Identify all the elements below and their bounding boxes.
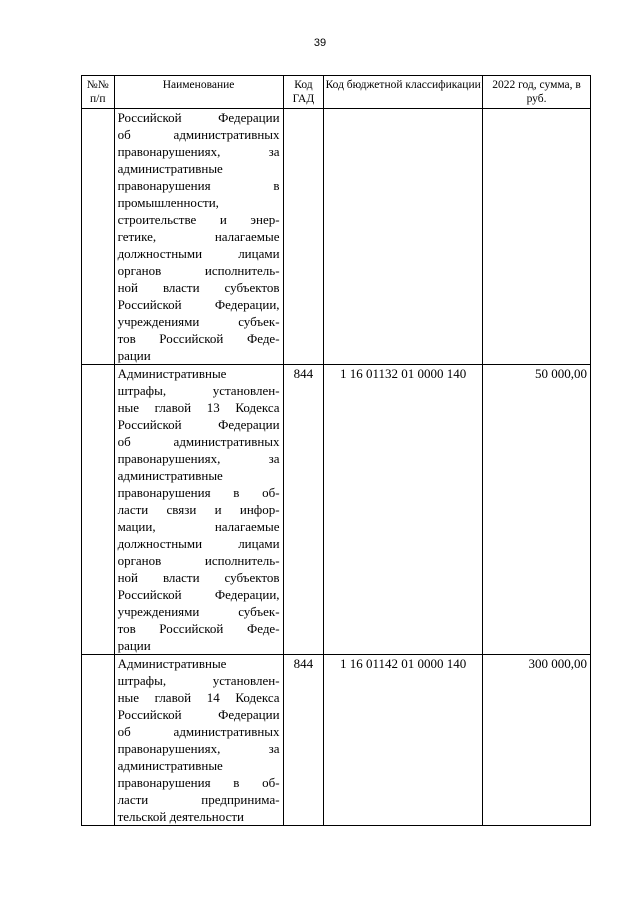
cell-gad (283, 109, 324, 365)
cell-gad: 844 (283, 365, 324, 655)
name-line: ные главой 14 Кодекса (117, 690, 280, 705)
name-line: мации, налагаемые (117, 519, 280, 534)
name-line: Российской Федерации (117, 110, 280, 125)
name-line: Российской Федерации (117, 707, 280, 722)
table-body (82, 109, 591, 826)
name-line: правонарушения в об- (117, 775, 280, 790)
cell-num (82, 109, 115, 365)
name-line: тов Российской Феде- (117, 331, 280, 346)
cell-name (114, 109, 283, 365)
cell-kbk: 1 16 01142 01 0000 140 (324, 655, 483, 826)
name-line: административные (117, 758, 223, 773)
cell-name (114, 365, 283, 655)
name-line: административные (117, 468, 223, 483)
name-line: гетике, налагаемые (117, 229, 280, 244)
cell-kbk (324, 109, 483, 365)
cell-name (114, 655, 283, 826)
name-line: штрафы, установлен- (117, 383, 280, 398)
name-line: строительстве и энер- (117, 212, 280, 227)
name-line: учреждениями субъек- (117, 314, 280, 329)
table-header-row (82, 76, 591, 109)
cell-gad: 844 (283, 655, 324, 826)
name-line: правонарушения в (117, 178, 280, 193)
name-line: правонарушения в об- (117, 485, 280, 500)
header-num: №№ п/п (82, 76, 115, 109)
name-line: должностными лицами (117, 246, 280, 261)
header-sum: 2022 год, сумма, в руб. (483, 76, 591, 109)
name-line: учреждениями субъек- (117, 604, 280, 619)
name-line: органов исполнитель- (117, 263, 280, 278)
name-line: об административных (117, 724, 280, 739)
name-line: об административных (117, 434, 280, 449)
name-line: Российской Федерации, (117, 297, 280, 312)
name-line: ной власти субъектов (117, 280, 280, 295)
name-line: Российской Федерации (117, 417, 280, 432)
header-kbk: Код бюджетной классификации (324, 76, 483, 109)
name-line: об административных (117, 127, 280, 142)
table-row (82, 109, 591, 365)
page-number: 39 (313, 37, 327, 49)
name-line: штрафы, установлен- (117, 673, 280, 688)
table-row (82, 655, 591, 826)
name-line: рации (117, 638, 151, 653)
name-line: ласти предпринима- (117, 792, 280, 807)
name-line: тельской деятельности (117, 809, 244, 824)
name-line: должностными лицами (117, 536, 280, 551)
name-line: ласти связи и инфор- (117, 502, 280, 517)
name-line: Административные (117, 366, 227, 381)
name-line: рации (117, 348, 151, 363)
name-line: промышленности, (117, 195, 219, 210)
table-row (82, 365, 591, 655)
cell-sum: 50 000,00 (483, 365, 591, 655)
name-line: ные главой 13 Кодекса (117, 400, 280, 415)
name-line: тов Российской Феде- (117, 621, 280, 636)
cell-num (82, 655, 115, 826)
name-line: Административные (117, 656, 227, 671)
cell-kbk: 1 16 01132 01 0000 140 (324, 365, 483, 655)
cell-sum (483, 109, 591, 365)
name-line: административные (117, 161, 223, 176)
cell-num (82, 365, 115, 655)
header-gad: Код ГАД (283, 76, 324, 109)
cell-sum: 300 000,00 (483, 655, 591, 826)
name-line: правонарушениях, за (117, 144, 280, 159)
budget-table (81, 75, 591, 826)
header-name: Наименование (114, 76, 283, 109)
name-line: Российской Федерации, (117, 587, 280, 602)
name-line: правонарушениях, за (117, 741, 280, 756)
name-line: правонарушениях, за (117, 451, 280, 466)
name-line: органов исполнитель- (117, 553, 280, 568)
name-line: ной власти субъектов (117, 570, 280, 585)
